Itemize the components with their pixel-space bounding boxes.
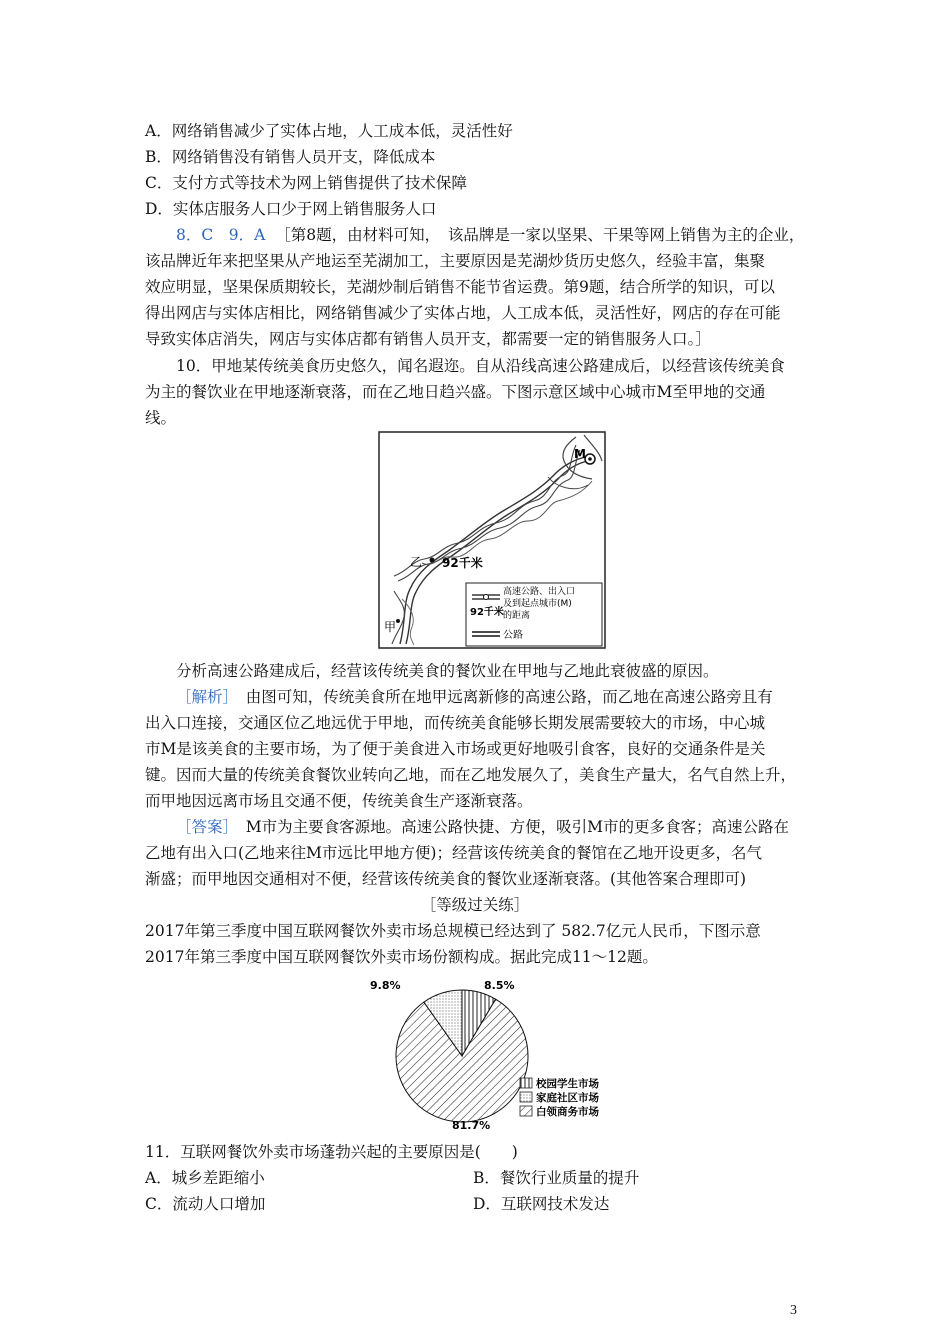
pie-label-office: 81.7% (452, 1119, 491, 1132)
q11-option-c: C．流动人口增加 (145, 1195, 266, 1213)
analysis-line-2: 出入口连接，交通区位乙地远优于甲地，而传统美食能够长期发展需要较大的市场，中心城 (145, 714, 766, 732)
q10-line-3: 线。 (145, 409, 177, 427)
section-title: ［等级过关练］ (420, 896, 530, 914)
analysis-first: 由图可知，传统美食所在地甲远离新修的高速公路，而乙地在高速公路旁且有 (230, 688, 773, 706)
q11-option-d: D．互联网技术发达 (473, 1195, 610, 1213)
analysis-line-3: 市M是该美食的主要市场，为了便于美食进入市场或更好地吸引食客，良好的交通条件是关 (145, 740, 766, 758)
pie-legend (520, 1077, 599, 1118)
q10-question: 分析高速公路建成后，经营该传统美食的餐饮业在甲地与乙地此衰彼盛的原因。 (176, 662, 719, 680)
answer10-first: M市为主要食客源地。高速公路快捷、方便，吸引M市的更多食客；高速公路在 (230, 818, 790, 836)
legend-road-text: 公路 (503, 630, 523, 641)
pie-label-family: 9.8% (370, 979, 401, 992)
answer10-line-2: 乙地有出入口(乙地来往M市远比甲地方便)；经营该传统美食的餐馆在乙地开设更多，名气 (145, 844, 762, 862)
q11-option-b: B．餐饮行业质量的提升 (473, 1169, 640, 1187)
legend-swatch-campus (520, 1078, 532, 1088)
answer-8-9-line-1 (176, 224, 804, 246)
legend-highway-text-3: 的距离 (503, 611, 531, 621)
option-c: C．支付方式等技术为网上销售提供了技术保障 (145, 174, 467, 192)
legend-distance-sample: 92千米 (470, 607, 504, 618)
analysis-line-5: 而甲地因远离市场且交通不便，传统美食生产逐渐衰落。 (145, 792, 533, 810)
q11-stem: 11．互联网餐饮外卖市场蓬勃兴起的主要原因是( ) (145, 1143, 518, 1161)
legend-exit-marker (484, 595, 489, 600)
answer-explanation-start: ［第8题，由材料可知， 该品牌是一家以坚果、干果等网上销售为主的企业， (275, 226, 805, 244)
place-jia-marker (396, 619, 400, 623)
distance-label: 92千米 (442, 556, 483, 570)
q10-line-1: 10．甲地某传统美食历史悠久，闻名遐迩。自从沿线高速公路建成后，以经营该传统美食 (176, 357, 785, 375)
answer-8-9-line-3: 效应明显，坚果保质期较长，芜湖炒制后销售不能节省运费。第9题，结合所学的知识，可以 (145, 278, 775, 296)
intro-line-1: 2017年第三季度中国互联网餐饮外卖市场总规模已经达到了 582.7亿元人民币，下图示意 (145, 922, 761, 940)
answer10-line-1 (176, 816, 789, 838)
answer-8-9-line-5: 导致实体店消失，网店与实体店都有销售人员开支，都需要一定的销售服务人口。］ (145, 330, 711, 348)
exit-yi-marker (430, 558, 435, 563)
q10-line-2: 为主的餐饮业在甲地逐渐衰落，而在乙地日趋兴盛。下图示意区域中心城市M至甲地的交通 (145, 383, 766, 401)
answer-key: 8．C 9．A (176, 226, 266, 244)
legend-campus: 校园学生市场 (536, 1078, 599, 1090)
pie-label-campus: 8.5% (484, 979, 515, 992)
answer-8-9-line-4: 得出网店与实体店相比，网络销售减少了实体占地，人工成本低，灵活性好，网店的存在可能 (145, 304, 781, 322)
analysis-line-4: 键。因而大量的传统美食餐饮业转向乙地，而在乙地发展久了，美食生产量大，名气自然上升， (145, 766, 797, 784)
option-b: B．网络销售没有销售人员开支，降低成本 (145, 148, 436, 166)
intro-line-2: 2017年第三季度中国互联网餐饮外卖市场份额构成。据此完成11～12题。 (145, 948, 658, 966)
legend-office: 白领商务市场 (536, 1106, 599, 1118)
answer10-line-3: 渐盛；而甲地因交通相对不便，经营该传统美食的餐饮业逐渐衰落。(其他答案合理即可) (145, 870, 747, 888)
place-yi-label: 乙 (410, 555, 423, 569)
legend-highway-text-1: 高速公路、出入口 (503, 587, 576, 597)
option-a: A．网络销售减少了实体占地，人工成本低，灵活性好 (145, 122, 513, 140)
page-number: 3 (790, 1303, 797, 1318)
q11-option-a: A．城乡差距缩小 (145, 1169, 265, 1187)
option-d: D．实体店服务人口少于网上销售服务人口 (145, 200, 437, 218)
analysis-tag: ［解析］ (176, 688, 231, 706)
city-m-dot (588, 457, 592, 461)
analysis-line-1 (176, 686, 773, 708)
legend-family: 家庭社区市场 (536, 1092, 599, 1104)
legend-swatch-office (520, 1106, 532, 1116)
place-jia-label: 甲 (384, 620, 397, 634)
city-m-label: M (574, 447, 586, 461)
legend-swatch-family (520, 1092, 532, 1102)
answer10-tag: ［答案］ (176, 818, 231, 836)
traffic-map (378, 431, 606, 649)
legend-highway-text-2: 及到起点城市(M) (503, 599, 572, 609)
market-share-pie-chart (352, 974, 632, 1134)
answer-8-9-line-2: 该品牌近年来把坚果从产地运至芜湖加工，主要原因是芜湖炒货历史悠久，经验丰富，集聚 (145, 252, 766, 270)
